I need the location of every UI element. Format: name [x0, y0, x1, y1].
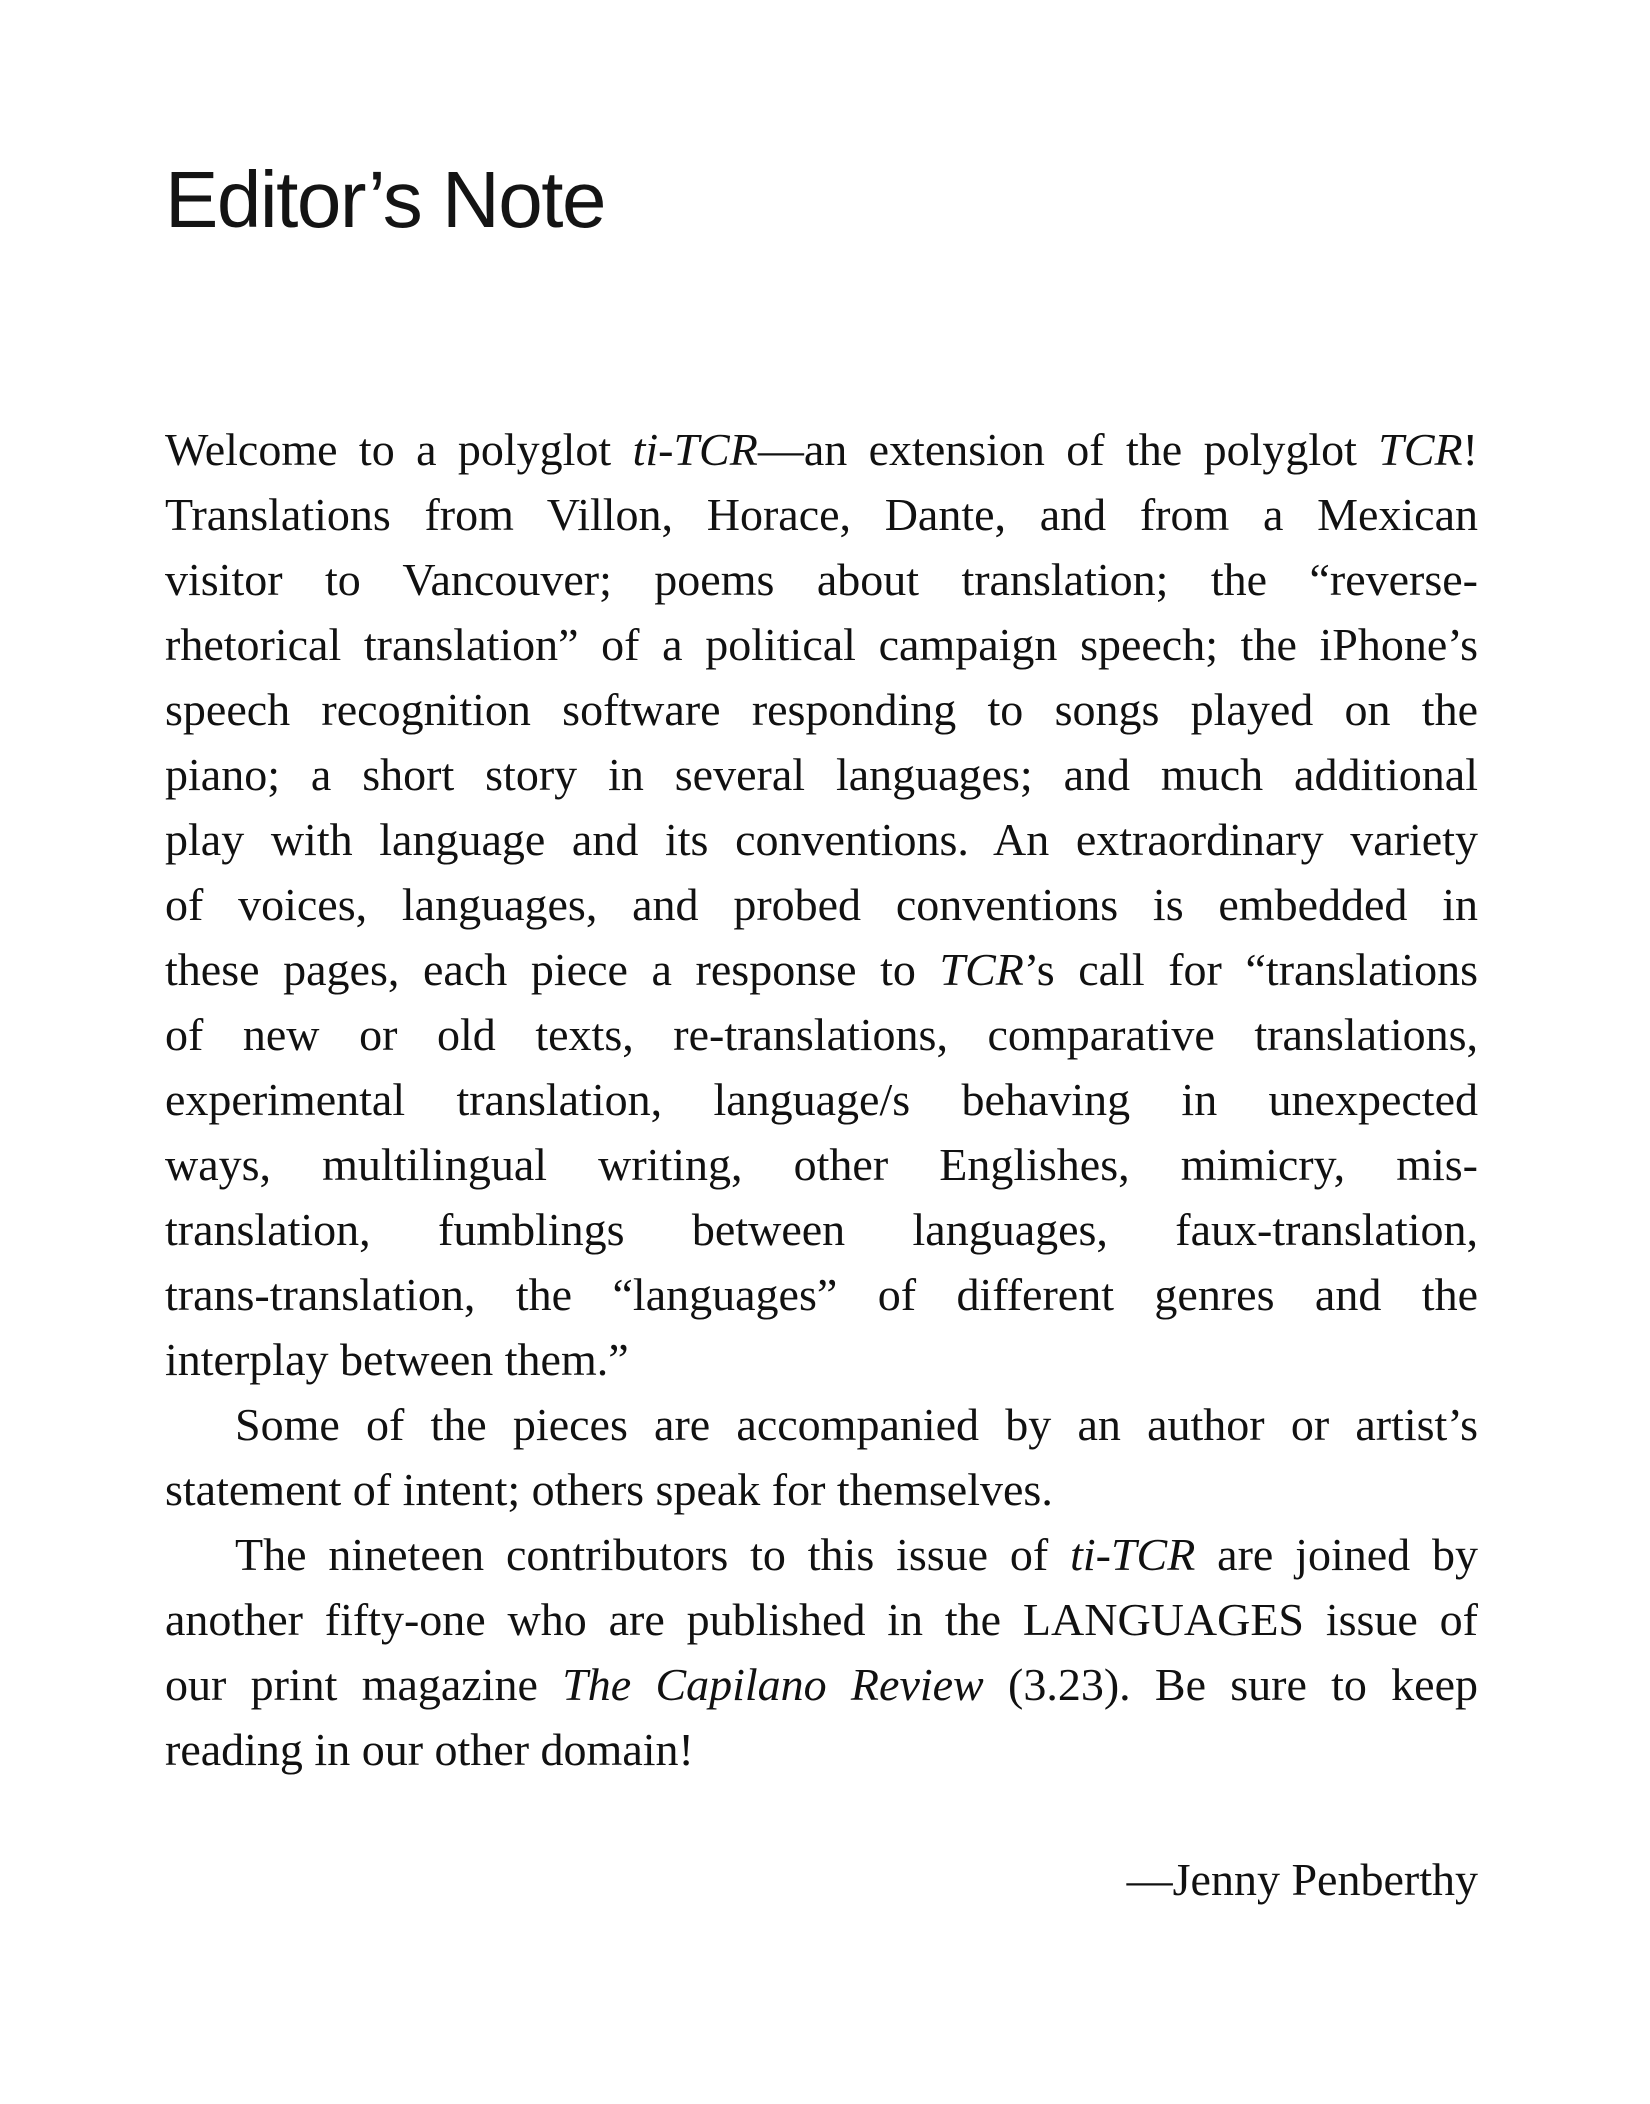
text-line: ways, multilingual writing, other Englishes, mimicry, mis- — [165, 1139, 1478, 1190]
paragraph — [165, 1522, 1478, 1782]
text-line: piano; a short story in several languages; and much additional — [165, 749, 1478, 800]
text-line: another fifty-one who are published in the LANGUAGES issue of — [165, 1594, 1478, 1645]
text-line: play with language and its conventions. An extraordinary variety — [165, 814, 1478, 865]
author-signature: —Jenny Penberthy — [1126, 1854, 1478, 1905]
article-body — [165, 417, 1478, 1782]
paragraph — [165, 1392, 1478, 1522]
text-line: experimental translation, language/s behaving in unexpected — [165, 1074, 1478, 1125]
page-title: Editor’s Note — [165, 155, 605, 244]
text-line: rhetorical translation” of a political campaign speech; the iPhone’s — [165, 619, 1478, 670]
text-line: The nineteen contributors to this issue of ti-TCR are joined by — [235, 1529, 1479, 1580]
paragraph — [165, 417, 1478, 1392]
text-line: trans-translation, the “languages” of different genres and the — [165, 1269, 1478, 1320]
text-line: these pages, each piece a response to TCR’s call for “translations — [165, 944, 1478, 995]
text-line: reading in our other domain! — [165, 1724, 694, 1775]
text-line: Some of the pieces are accompanied by an author or artist’s — [235, 1399, 1478, 1450]
text-line: of voices, languages, and probed conventions is embedded in — [165, 879, 1478, 930]
text-line: our print magazine The Capilano Review (3.23). Be sure to keep — [165, 1659, 1478, 1710]
text-line: visitor to Vancouver; poems about translation; the “reverse- — [165, 554, 1478, 605]
text-line: speech recognition software responding to songs played on the — [165, 684, 1478, 735]
text-line: statement of intent; others speak for themselves. — [165, 1464, 1053, 1515]
text-line: interplay between them.” — [165, 1334, 629, 1385]
text-line: translation, fumblings between languages, faux-translation, — [165, 1204, 1478, 1255]
text-line: of new or old texts, re-translations, comparative translations, — [165, 1009, 1478, 1060]
text-line: Translations from Villon, Horace, Dante, and from a Mexican — [165, 489, 1478, 540]
text-line: Welcome to a polyglot ti-TCR—an extension of the polyglot TCR! — [165, 424, 1478, 475]
